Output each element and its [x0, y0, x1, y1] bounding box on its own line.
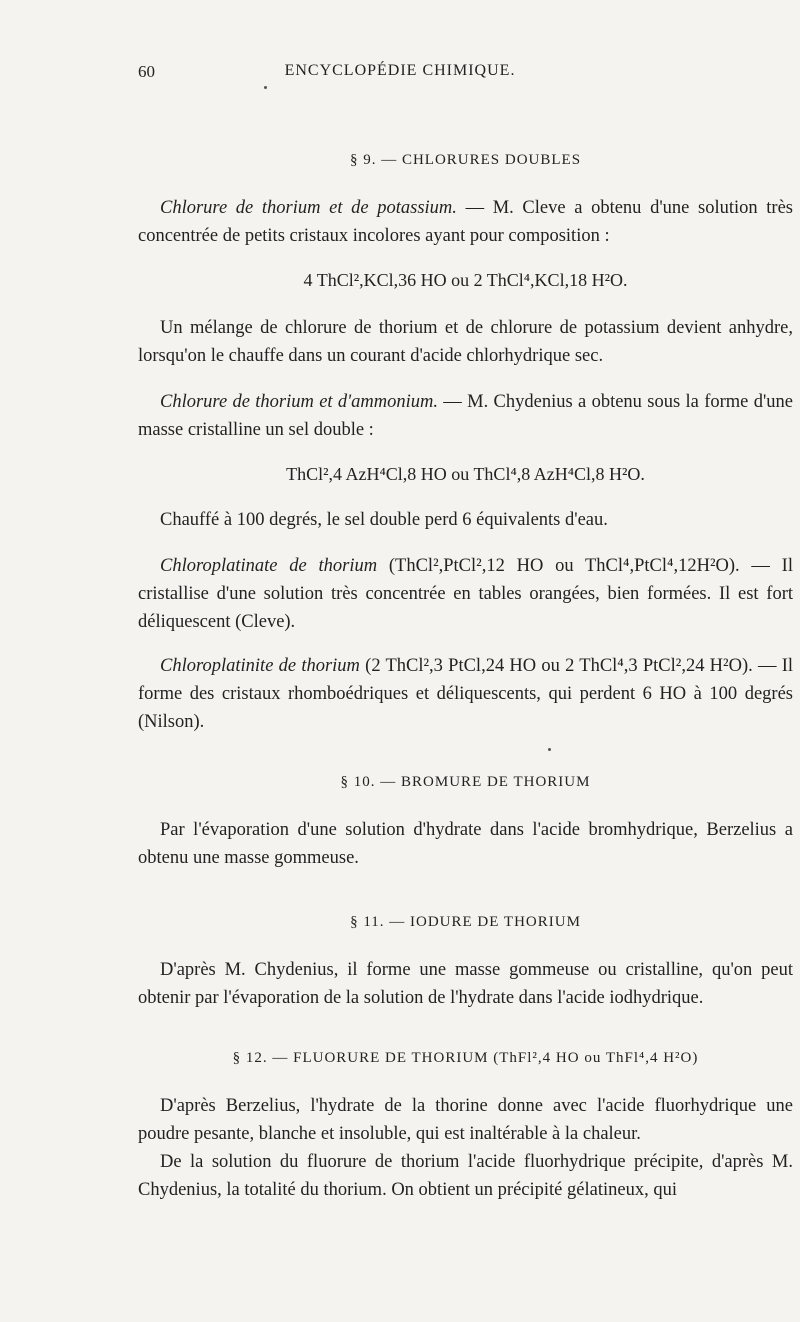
paragraph-ammonium-text: — M. Chydenius a obtenu sous la forme d'une masse cristalline un sel double :: [138, 392, 794, 440]
paragraph-chloroplatinite-heading: Chloroplatinite de thorium: [160, 656, 360, 676]
paragraph-chloroplatinite-text: (2 ThCl²,3 PtCl,24 HO ou 2 ThCl⁴,3 PtCl²,24 H²O). — Il forme des cristaux rhomboédriques et déliquescents, qui perdent 6 HO à 100 degrés (Nilson).: [138, 656, 793, 732]
section-12-title: § 12. — FLUORURE DE THORIUM (ThFl²,4 HO ou ThFl⁴,4 H²O): [232, 1050, 699, 1066]
page-number: 60: [138, 62, 155, 81]
formula-potassium: 4 ThCl²,KCl,36 HO ou 2 ThCl⁴,KCl,18 H²O.: [303, 270, 628, 290]
formula-ammonium: ThCl²,4 AzH⁴Cl,8 HO ou ThCl⁴,8 AzH⁴Cl,8 H²O.: [286, 464, 645, 484]
section-10-title: § 10. — BROMURE DE THORIUM: [340, 774, 591, 790]
paragraph-iodure: D'après M. Chydenius, il forme une masse gommeuse ou cristalline, qu'on peut obtenir par l'évaporation de la solution de l'hydrate dans l'acide iodhydrique.: [138, 960, 793, 1008]
paragraph-potassium-text: — M. Cleve a obtenu d'une solution très concentrée de petits cristaux incolores ayant pour composition :: [138, 198, 793, 246]
running-title: ENCYCLOPÉDIE CHIMIQUE.: [284, 62, 516, 79]
paragraph-chloroplatinate-text: (ThCl²,PtCl²,12 HO ou ThCl⁴,PtCl⁴,12H²O). — Il cristallise d'une solution très concentrée en tables orangées, bien formées. Il est fort déliquescent (Cleve).: [138, 556, 793, 632]
paragraph-bromure: Par l'évaporation d'une solution d'hydrate dans l'acide bromhydrique, Berzelius a obtenu une masse gommeuse.: [138, 820, 793, 868]
ink-speck: [548, 748, 551, 751]
paragraph-chloroplatinite: [138, 652, 793, 736]
paragraph-chloroplatinate-heading: Chloroplatinate de thorium: [160, 556, 378, 576]
paragraph-fluorure-2: De la solution du fluorure de thorium l'acide fluorhydrique précipite, d'après M. Chydenius, la totalité du thorium. On obtient un précipité gélatineux, qui: [138, 1152, 793, 1200]
section-11-title: § 11. — IODURE DE THORIUM: [350, 914, 581, 930]
paragraph-chloroplatinate: [138, 552, 793, 636]
paragraph-anhydre: Un mélange de chlorure de thorium et de chlorure de potassium devient anhydre, lorsqu'on le chauffe dans un courant d'acide chlorhydrique sec.: [138, 318, 793, 366]
ink-speck: [264, 86, 267, 89]
section-9-title: § 9. — CHLORURES DOUBLES: [349, 152, 582, 168]
paragraph-potassium-heading: Chlorure de thorium et de potassium.: [160, 198, 457, 218]
paragraph-ammonium-heading: Chlorure de thorium et d'ammonium.: [160, 392, 438, 412]
paragraph-chauffe: Chauffé à 100 degrés, le sel double perd 6 équivalents d'eau.: [160, 510, 608, 530]
paragraph-fluorure-1: D'après Berzelius, l'hydrate de la thorine donne avec l'acide fluorhydrique une poudre pesante, blanche et insoluble, qui est inaltérable à la chaleur.: [138, 1096, 793, 1144]
page-header: [0, 62, 800, 90]
paragraph-ammonium: [138, 388, 793, 444]
paragraph-potassium: [138, 194, 793, 250]
